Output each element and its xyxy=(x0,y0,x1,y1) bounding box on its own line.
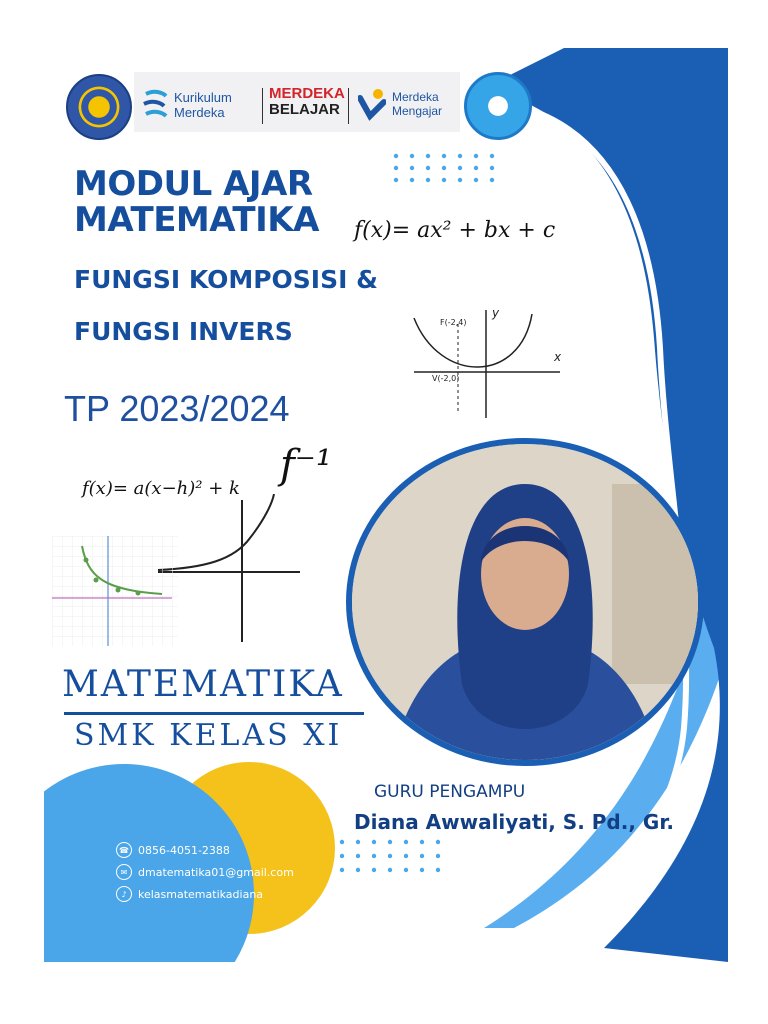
subject-underline xyxy=(64,712,364,715)
focus-label: F(-2,4) xyxy=(440,318,467,327)
subtitle-line1: FUNGSI KOMPOSISI & xyxy=(74,265,378,294)
merdeka-mengajar-logo-icon xyxy=(358,88,386,122)
subject-title: MATEMATIKA xyxy=(62,664,344,705)
class-level: SMK KELAS XI xyxy=(74,718,343,753)
school-seal-icon xyxy=(66,74,132,140)
x-axis-label: x xyxy=(554,350,562,364)
dot-grid-bottom xyxy=(340,840,440,872)
title-line2: MATEMATIKA xyxy=(74,200,319,240)
kurikulum-line2: Merdeka xyxy=(174,105,225,120)
logo-separator-2 xyxy=(348,88,349,124)
tiktok-icon: ♪ xyxy=(116,886,132,902)
contact-phone xyxy=(116,842,230,858)
contact-tiktok xyxy=(116,886,263,902)
kurikulum-line1: Kurikulum xyxy=(174,90,232,105)
cover-page xyxy=(44,48,728,962)
academic-year: TP 2023/2024 xyxy=(64,388,290,429)
merdeka-mengajar-logo-text xyxy=(392,90,442,118)
dot-grid-top xyxy=(394,154,494,182)
tiktok-text: kelasmatematikadiana xyxy=(138,887,264,901)
title-line1: MODUL AJAR xyxy=(74,164,313,204)
inverse-function-symbol: f⁻¹ xyxy=(280,442,332,488)
vertex-form-formula: f(x)= a(x−h)² + k xyxy=(82,478,240,499)
parabola-curve xyxy=(414,314,532,367)
phone-text: 0856-4051-2388 xyxy=(138,843,230,857)
main-title xyxy=(74,166,319,238)
email-icon: ✉ xyxy=(116,864,132,880)
merdeka-belajar-line2: BELAJAR xyxy=(269,101,340,118)
quadratic-formula: f(x)= ax² + bx + c xyxy=(354,218,556,243)
phone-icon: ☎ xyxy=(116,842,132,858)
kurikulum-merdeka-logo-text xyxy=(174,90,232,120)
merdeka-belajar-line1: MERDEKA xyxy=(269,85,345,102)
teacher-name: Diana Awwaliyati, S. Pd., Gr. xyxy=(354,810,674,834)
teacher-portrait-illustration xyxy=(352,444,698,760)
merdeka-belajar-logo-text xyxy=(269,86,345,118)
teacher-label: GURU PENGAMPU xyxy=(374,782,526,802)
tut-wuri-handayani-seal-icon xyxy=(464,72,532,140)
contact-email xyxy=(116,864,294,880)
mengajar-line1: Merdeka xyxy=(392,90,439,104)
vertex-label: V(-2,0) xyxy=(432,374,460,383)
y-axis-label: y xyxy=(492,306,500,320)
parabola-graph xyxy=(410,304,570,420)
kurikulum-logo-icon xyxy=(142,88,168,118)
mengajar-line2: Mengajar xyxy=(392,104,443,118)
email-text: dmatematika01@gmail.com xyxy=(138,865,294,879)
decreasing-curve-graph xyxy=(52,536,178,646)
logo-separator xyxy=(262,88,263,124)
teacher-photo xyxy=(346,438,704,766)
subtitle-line2: FUNGSI INVERS xyxy=(74,317,293,346)
